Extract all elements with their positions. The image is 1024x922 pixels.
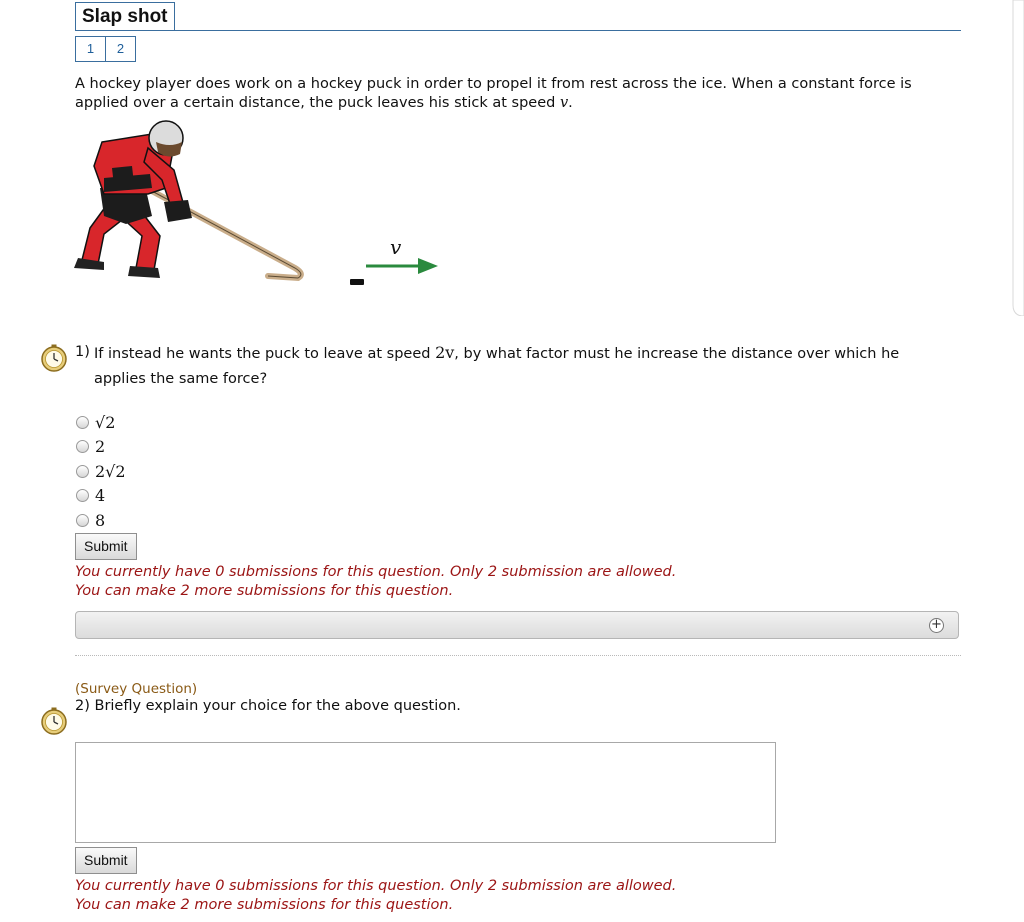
speed-symbol: v [559, 95, 569, 111]
timer-icon [39, 706, 69, 736]
expand-plus-icon[interactable]: + [929, 618, 944, 633]
radio-button[interactable] [76, 514, 89, 527]
question-2-submission-status [75, 877, 835, 915]
choice-label: 2√2 [95, 461, 126, 481]
choice-2sqrt2[interactable] [76, 459, 126, 484]
page-link-1[interactable]: 1 [86, 41, 95, 56]
choice-label: √2 [95, 412, 116, 432]
hockey-player-illustration [60, 118, 460, 303]
expand-hint-bar[interactable] [75, 611, 959, 639]
radio-button[interactable] [76, 465, 89, 478]
player-front-skate [128, 266, 160, 278]
velocity-label: v [390, 235, 402, 259]
submission-remaining-message: You can make 2 more submissions for this question. [75, 897, 454, 913]
title-divider [75, 30, 961, 31]
page-link-2[interactable]: 2 [105, 37, 135, 61]
intro-end: . [568, 95, 573, 111]
question-2-text: 2) Briefly explain your choice for the above question. [75, 698, 461, 714]
page-title: Slap shot [75, 2, 175, 31]
choice-2[interactable] [76, 435, 126, 460]
choice-label: 2 [95, 437, 106, 457]
choice-8[interactable] [76, 508, 126, 533]
question-2-submit-button[interactable]: Submit [75, 847, 137, 874]
page-pager [75, 36, 136, 62]
page-scrollbar[interactable] [1011, 0, 1024, 316]
player-glove-back [112, 166, 134, 186]
section-divider [75, 655, 961, 656]
question-1-submission-status [75, 563, 835, 601]
question-1 [75, 340, 955, 392]
hockey-puck [350, 279, 364, 285]
submission-count-message: You currently have 0 submissions for this question. Only 2 submission are allowed. [75, 564, 677, 580]
timer-icon [39, 343, 69, 373]
player-glove-front [164, 200, 192, 222]
question-1-math: 2v [435, 343, 455, 362]
choice-label: 8 [95, 510, 106, 530]
survey-question-label: (Survey Question) [75, 681, 198, 697]
question-1-submit-button[interactable]: Submit [75, 533, 137, 560]
question-1-prompt-start: If instead he wants the puck to leave at speed [94, 346, 436, 362]
intro-text: A hockey player does work on a hockey puck in order to propel it from rest across the ice. When a constant force is applied over a certain distance, the puck leaves his stick at speed [75, 76, 912, 111]
submission-count-message: You currently have 0 submissions for this question. Only 2 submission are allowed. [75, 878, 677, 894]
question-1-prompt-end: , by what factor must he increase the distance over which he applies the same force? [94, 346, 900, 387]
choice-sqrt2[interactable] [76, 410, 126, 435]
answer-choices [76, 410, 126, 533]
submission-remaining-message: You can make 2 more submissions for this question. [75, 583, 454, 599]
explanation-textarea[interactable] [75, 742, 776, 843]
radio-button[interactable] [76, 416, 89, 429]
question-1-number: 1) [75, 344, 90, 360]
question-1-text [94, 340, 955, 392]
velocity-arrow-head [418, 258, 438, 274]
choice-4[interactable] [76, 484, 126, 509]
radio-button[interactable] [76, 440, 89, 453]
choice-label: 4 [95, 486, 106, 506]
radio-button[interactable] [76, 489, 89, 502]
problem-intro [75, 75, 955, 113]
